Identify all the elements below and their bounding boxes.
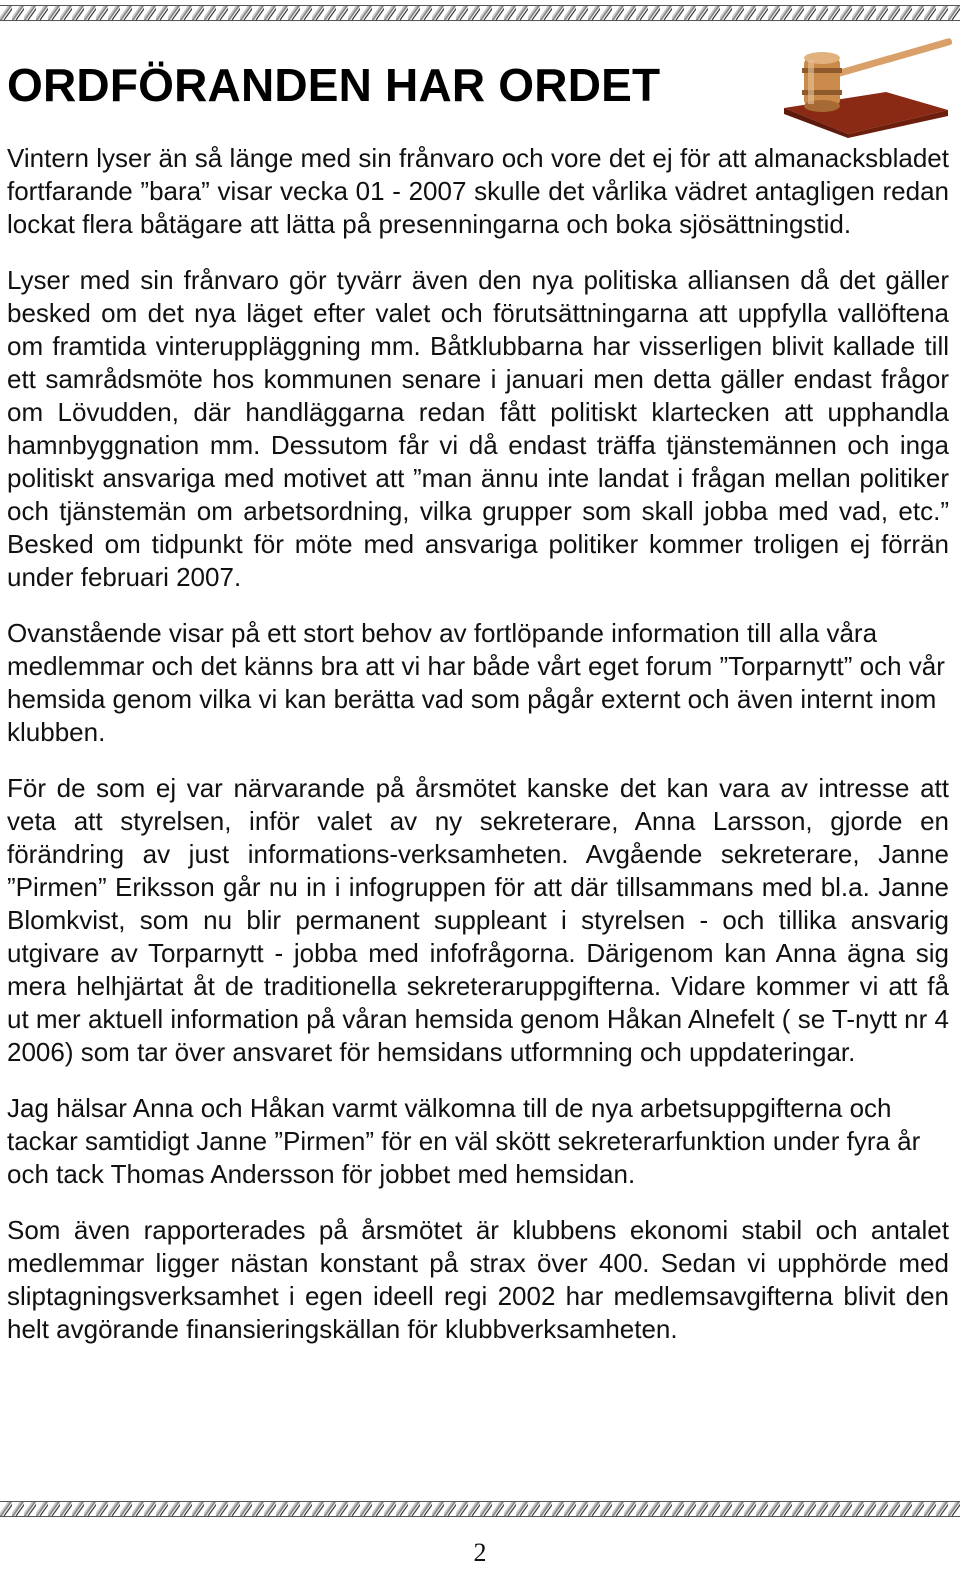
paragraph: Lyser med sin frånvaro gör tyvärr även den nya politiska alliansen då det gäller besked om det nya läget efter valet och förutsättningarna att uppfylla vallöftena om framtida vinteruppläggning mm. Båtklubbarna har visserligen blivit kallade till ett samrådsmöte hos kommunen senare i januari men detta gäller endast frågor om Lövudden, där handläggarna redan fått politiskt klartecken att upphandla hamnbyggnation mm. Dessutom får vi då endast träffa tjänstemännen och inga politiskt ansvariga med motivet att ”man ännu inte landat i frågan mellan politiker och tjänstemän om arbetsordning, vilka grupper som skall jobba med vad, etc.” Besked om tidpunkt för möte med ansvariga politiker kommer troligen ej förrän under februari 2007. <box>7 265 949 592</box>
paragraph: Vintern lyser än så länge med sin frånvaro och vore det ej för att almanacksbladet fortfarande ”bara” visar vecka 01 - 2007 skulle det vårlika vädret antagligen redan lockat flera båtägare att lätta på presenningarna och boka sjösättningstid. <box>7 143 949 239</box>
paragraph: För de som ej var närvarande på årsmötet kanske det kan vara av intresse att veta att styrelsen, inför valet av ny sekreterare, Anna Larsson, gjorde en förändring av just informations-verksamheten. Avgående sekreterare, Janne ”Pirmen” Eriksson går nu in i infogruppen för att där tillsammans med bl.a. Janne Blomkvist, som nu blir permanent suppleant i styrelsen - och tillika ansvarig utgivare av Torparnytt - jobba med infofrågorna. Därigenom kan Anna ägna sig mera helhjärtat åt de traditionella sekreteraruppgifterna. Vidare kommer vi att få ut mer aktuell information på våran hemsida genom Håkan Alnefelt ( se T-nytt nr 4 2006) som tar över ansvaret för hemsidans utformning och uppdateringar. <box>7 773 949 1067</box>
paragraph: Ovanstående visar på ett stort behov av fortlöpande information till alla våra medlemmar och det känns bra att vi har både vårt eget forum ”Torparnytt” och vår hemsida genom vilka vi kan berätta vad som pågår externt och även internt inom klubben. <box>7 618 945 747</box>
article-body <box>7 142 949 1369</box>
gavel-icon <box>776 30 956 138</box>
bottom-rope-border <box>0 1498 960 1520</box>
page-title: ORDFÖRANDEN HAR ORDET <box>7 59 661 111</box>
paragraph: Jag hälsar Anna och Håkan varmt välkomna till de nya arbetsuppgifterna och tackar samtidigt Janne ”Pirmen” för en väl skött sekreterarfunktion under fyra år och tack Thomas Andersson för jobbet med hemsidan. <box>7 1093 921 1189</box>
top-rope-border <box>0 2 960 24</box>
paragraph: Som även rapporterades på årsmötet är klubbens ekonomi stabil och antalet medlemmar ligger nästan konstant på strax över 400. Sedan vi upphörde med sliptagningsverksamhet i egen ideell regi 2002 har medlemsavgifterna blivit den helt avgörande finansieringskällan för klubbverksamheten. <box>7 1215 949 1344</box>
page-number: 2 <box>473 1538 487 1567</box>
